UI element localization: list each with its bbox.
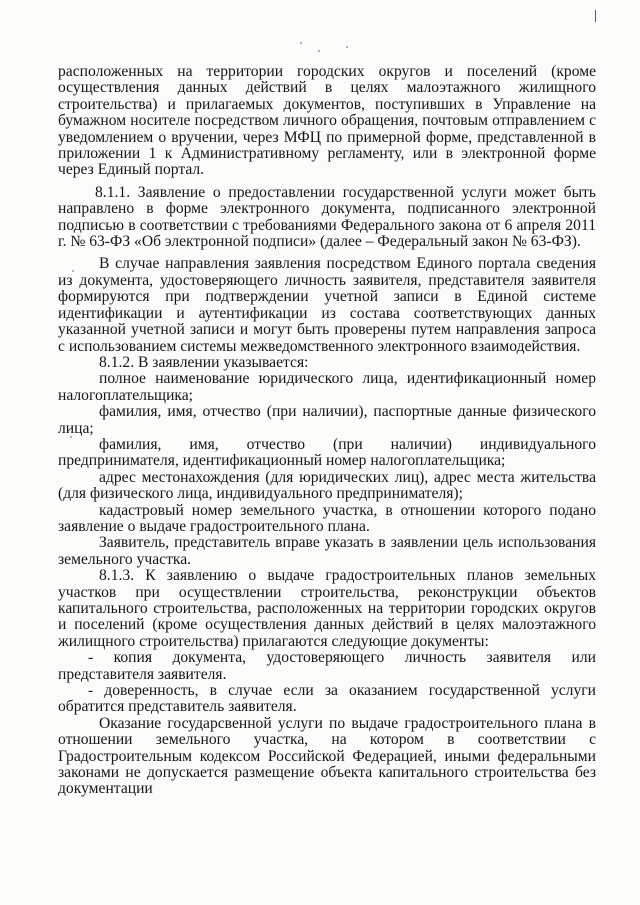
scan-speck <box>318 50 320 52</box>
paragraph-service-provision: Оказание государсвенной услуги по выдаче градостроительного плана в отношении земельного участка, на котором в соответствии с Градостроительным кодексом Российской Федерацией, иными федеральными законами не допускается размещение объекта капитального строительства без документации <box>58 714 596 798</box>
paragraph-8-1-1: 8.1.1. Заявление о предоставлении государственной услуги может быть направлено в форме электронного документа, подписанного электронной подписью в соответствии с требованиями Федерального закона от 6 апреля 2011 г. № 63-ФЗ «Об электронной подписи» (далее – Федеральный закон № 63-ФЗ). <box>58 183 596 251</box>
list-item-id-copy: - копия документа, удостоверяющего личность заявителя или представителя заявителя. <box>58 649 596 683</box>
list-item-individual: фамилия, имя, отчество (при наличии), паспортные данные физического лица; <box>58 403 596 437</box>
paragraph-8-1-3: 8.1.3. К заявлению о выдаче градостроительных планов земельных участков при осуществлении строительства, реконструкции объектов капитального строительства, расположенных на территории городских округов и поселений (кроме осуществления данных действий в целях малоэтажного жилищного строительства) прилагаются следующие документы: <box>58 567 596 650</box>
scan-speck <box>346 46 348 48</box>
paragraph-unified-portal: В случае направления заявления посредством Единого портала сведения из документа, удостоверяющего личность заявителя, представителя заявителя формируются при подтверждении учетной записи в Единой системе идентификации и аутентификации из состава соответствующих данных указанной учетной записи и могут быть проверены путем направления запроса с использованием системы межведомственного электронного взаимодействия. <box>58 255 596 355</box>
list-item-power-of-attorney: - доверенность, в случае если за оказанием государственной услуги обратится представитель заявителя. <box>58 682 596 716</box>
document-body <box>58 64 596 798</box>
scan-mark <box>595 10 596 22</box>
list-item-entrepreneur: фамилия, имя, отчество (при наличии) индивидуального предпринимателя, идентификационный номер налогоплательщика; <box>58 435 596 470</box>
paragraph-continuation: расположенных на территории городских округов и поселений (кроме осуществления данных действий в целях малоэтажного жилищного строительства) и прилагаемых документов, поступивших в Управление на бумажном носителе посредством личного обращения, почтовым отправлением с уведомлением о вручении, через МФЦ по примерной форме, представленной в приложении 1 к Административному регламенту, или в электронной форме через Единый портал. <box>58 63 596 179</box>
scan-speck <box>300 42 302 44</box>
list-item-legal-entity: полное наименование юридического лица, идентификационный номер налогоплательщика; <box>58 370 596 404</box>
paragraph-purpose: Заявитель, представитель вправе указать в заявлении цель использования земельного участка. <box>58 534 596 568</box>
list-item-cadastral-number: кадастровый номер земельного участка, в отношении которого подано заявление о выдаче градостроительного плана. <box>58 501 596 535</box>
list-item-address: адрес местонахождения (для юридических лиц), адрес места жительства (для физического лица, индивидуального предпринимателя); <box>58 468 596 503</box>
paragraph-8-1-2: 8.1.2. В заявлении указывается: <box>99 353 309 371</box>
